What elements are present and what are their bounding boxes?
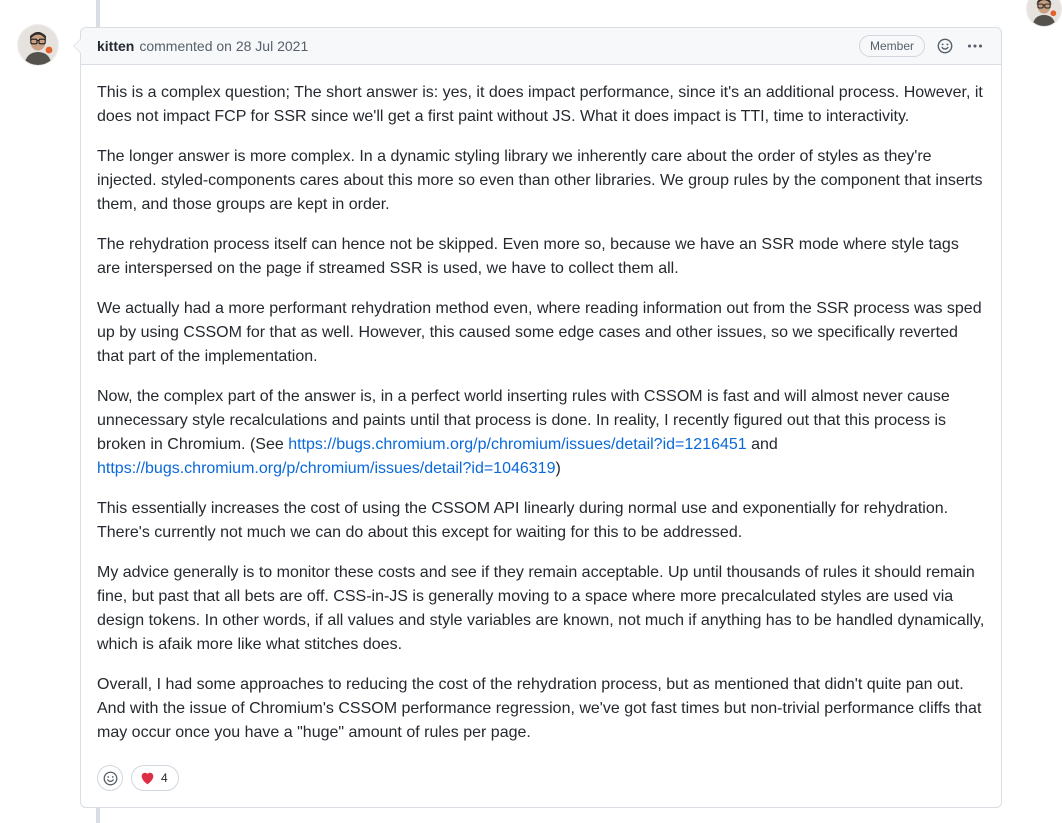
comment-paragraph: We actually had a more performant rehydration method even, where reading information out from the SSR process was sped up by using CSSOM for that as well. However, this caused some edge cases and other issues, so we specifically reverted that part of the implementation. xyxy=(97,300,982,365)
comment-paragraph: This essentially increases the cost of using the CSSOM API linearly during normal use and exponentially for rehydration. There's currently not much we can do about this except for waiting for this to be addressed. xyxy=(97,500,949,541)
comment-paragraph: My advice generally is to monitor these costs and see if they remain acceptable. Up until thousands of rules it should remain fine, but past that all bets are off. CSS-in-JS is generally moving to a space where more precalculated styles are used via design tokens. In other words, if all values and style variables are known, not much if anything has to be handled dynamically, which is afaik more like what stitches does. xyxy=(97,564,985,653)
paragraph-text: Now, the complex part of the answer is, in a perfect world inserting rules with CSSOM is fast and will almost never cause unnecessary style recalculations and paints until that process is done. In reality, I recently figured out that this process is broken in Chromium. (See xyxy=(97,388,950,453)
comment-timestamp: commented on 28 Jul 2021 xyxy=(139,38,309,54)
comment-author-avatar[interactable] xyxy=(18,25,58,65)
comment-paragraph xyxy=(97,385,985,481)
paragraph-text: and xyxy=(746,436,778,453)
add-reaction-button[interactable] xyxy=(935,36,955,56)
smiley-icon xyxy=(103,771,118,786)
heart-icon xyxy=(140,771,155,786)
comment-paragraph: The longer answer is more complex. In a dynamic styling library we inherently care about the order of styles as they're injected. styled-components cares about this more so even than other libraries. We group rules by the component that inserts them, and those groups are kept in order. xyxy=(97,148,983,213)
reactions-row xyxy=(97,765,985,791)
comment-paragraph: The rehydration process itself can hence not be skipped. Even more so, because we have an SSR mode where style tags are interspersed on the page if streamed SSR is used, we have to collect them all. xyxy=(97,236,959,277)
chromium-bug-link-1[interactable]: https://bugs.chromium.org/p/chromium/issues/detail?id=1216451 xyxy=(288,436,747,453)
comment-card xyxy=(80,27,1002,808)
comment-body xyxy=(81,65,1001,807)
add-reaction-button[interactable] xyxy=(97,765,123,791)
avatar-image xyxy=(18,25,58,65)
comment-paragraph: Overall, I had some approaches to reducing the cost of the rehydration process, but as mentioned that didn't quite pan out. And with the issue of Chromium's CSSOM performance regression, we've got fast times but non-trivial performance cliffs that may occur once you have a "huge" amount of rules per page. xyxy=(97,676,982,741)
avatar-image xyxy=(1027,0,1061,26)
kebab-icon xyxy=(967,38,983,54)
paragraph-text: ) xyxy=(555,460,561,477)
member-badge: Member xyxy=(859,35,925,57)
heart-reaction-count: 4 xyxy=(161,771,168,785)
comment-paragraph: This is a complex question; The short answer is: yes, it does impact performance, since it's an additional process. However, it does not impact FCP for SSR since we'll get a first paint without JS. What it does impact is TTI, time to interactivity. xyxy=(97,84,983,125)
chromium-bug-link-2[interactable]: https://bugs.chromium.org/p/chromium/issues/detail?id=1046319 xyxy=(97,460,556,477)
comment-header xyxy=(81,28,1001,65)
comment-options-button[interactable] xyxy=(965,36,985,56)
heart-reaction-button[interactable] xyxy=(131,765,179,791)
previous-comment-avatar[interactable] xyxy=(1027,0,1061,26)
smiley-icon xyxy=(937,38,953,54)
comment-author-link[interactable]: kitten xyxy=(97,38,135,54)
